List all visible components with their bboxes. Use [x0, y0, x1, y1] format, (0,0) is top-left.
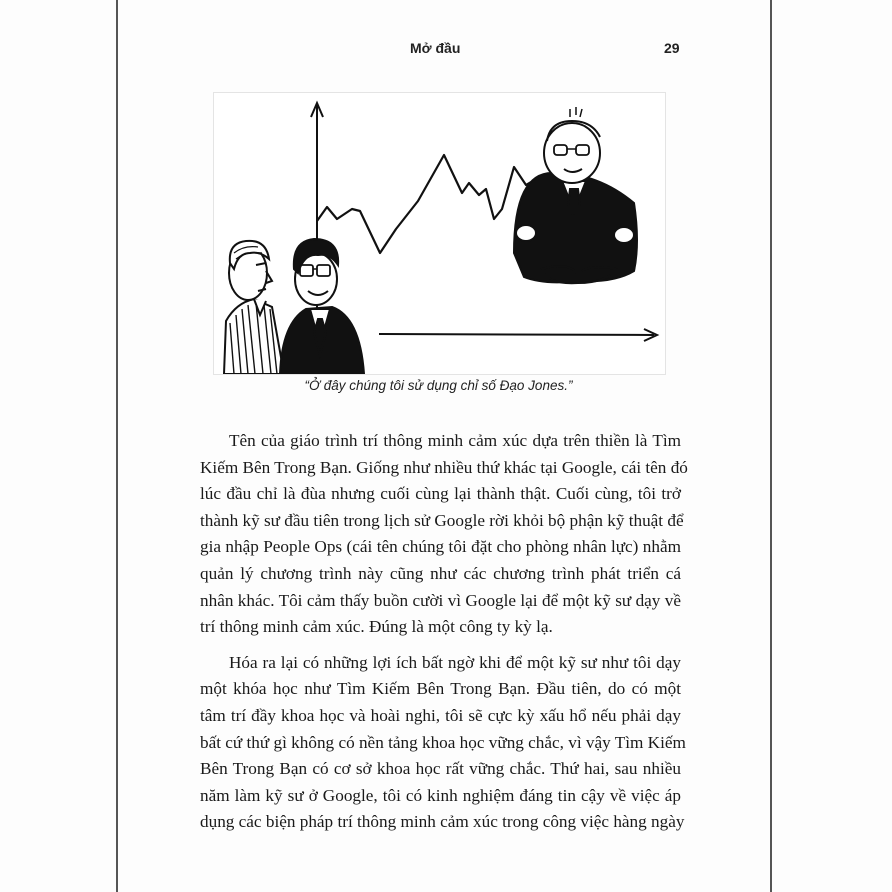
text-line: năm làm kỹ sư ở Google, tôi có kinh nghiệm đáng tin cậy về việc áp [200, 785, 681, 805]
text-line: dụng các biện pháp trí thông minh cảm xúc trong công việc hàng ngày [200, 812, 685, 832]
page-number: 29 [664, 40, 680, 56]
text-line: Kiếm Bên Trong Bạn. Giống như nhiều thứ khác tại Google, cái tên đó [200, 457, 688, 477]
figure-caption: “Ở đây chúng tôi sử dụng chỉ số Đạo Jones.” [304, 378, 573, 393]
paragraph-1 [200, 428, 688, 641]
text-line: gia nhập People Ops (cái tên chúng tôi đặt cho phòng nhân lực) nhằm [200, 537, 681, 557]
text-line: Bên Trong Bạn có cơ sở khoa học rất vững chắc. Thứ hai, sau nhiều [200, 759, 681, 779]
text-line: bất cứ thứ gì không có nền tảng khoa học vững chắc, vì vậy Tìm Kiếm [200, 732, 686, 752]
text-line: trí thông minh cảm xúc. Đúng là một công ty kỳ lạ. [200, 617, 553, 637]
text-line: tâm trí đầy khoa học và hoài nghi, tôi sẽ cực kỳ xấu hổ nếu phải dạy [200, 705, 681, 725]
man-left-figure [224, 241, 284, 374]
text-line: Tên của giáo trình trí thông minh cảm xúc dựa trên thiền là Tìm [229, 431, 681, 450]
paragraph-2 [200, 650, 686, 836]
text-line: lúc đầu chỉ là đùa nhưng cuối cùng lại thành thật. Cuối cùng, tôi trở [200, 484, 681, 504]
body-text [200, 428, 688, 836]
text-line: thành kỹ sư đầu tiên trong lịch sử Google rời khỏi bộ phận kỹ thuật để [200, 510, 684, 530]
page-right-edge [770, 0, 772, 892]
text-line: nhân khác. Tôi cảm thấy buồn cười vì Google lại để một kỹ sư dạy về [200, 590, 681, 610]
running-head: Mở đầu [410, 40, 461, 56]
cartoon-illustration [213, 92, 666, 375]
levitating-man-figure [514, 107, 637, 283]
page-left-edge [116, 0, 118, 892]
man-glasses-figure [280, 239, 364, 374]
text-line: quản lý chương trình này cũng như các chương trình phát triển cá [200, 563, 681, 583]
text-line: Hóa ra lại có những lợi ích bất ngờ khi để một kỹ sư như tôi dạy [229, 652, 681, 672]
text-line: một khóa học như Tìm Kiếm Bên Trong Bạn. Đầu tiên, do có một [200, 679, 681, 699]
